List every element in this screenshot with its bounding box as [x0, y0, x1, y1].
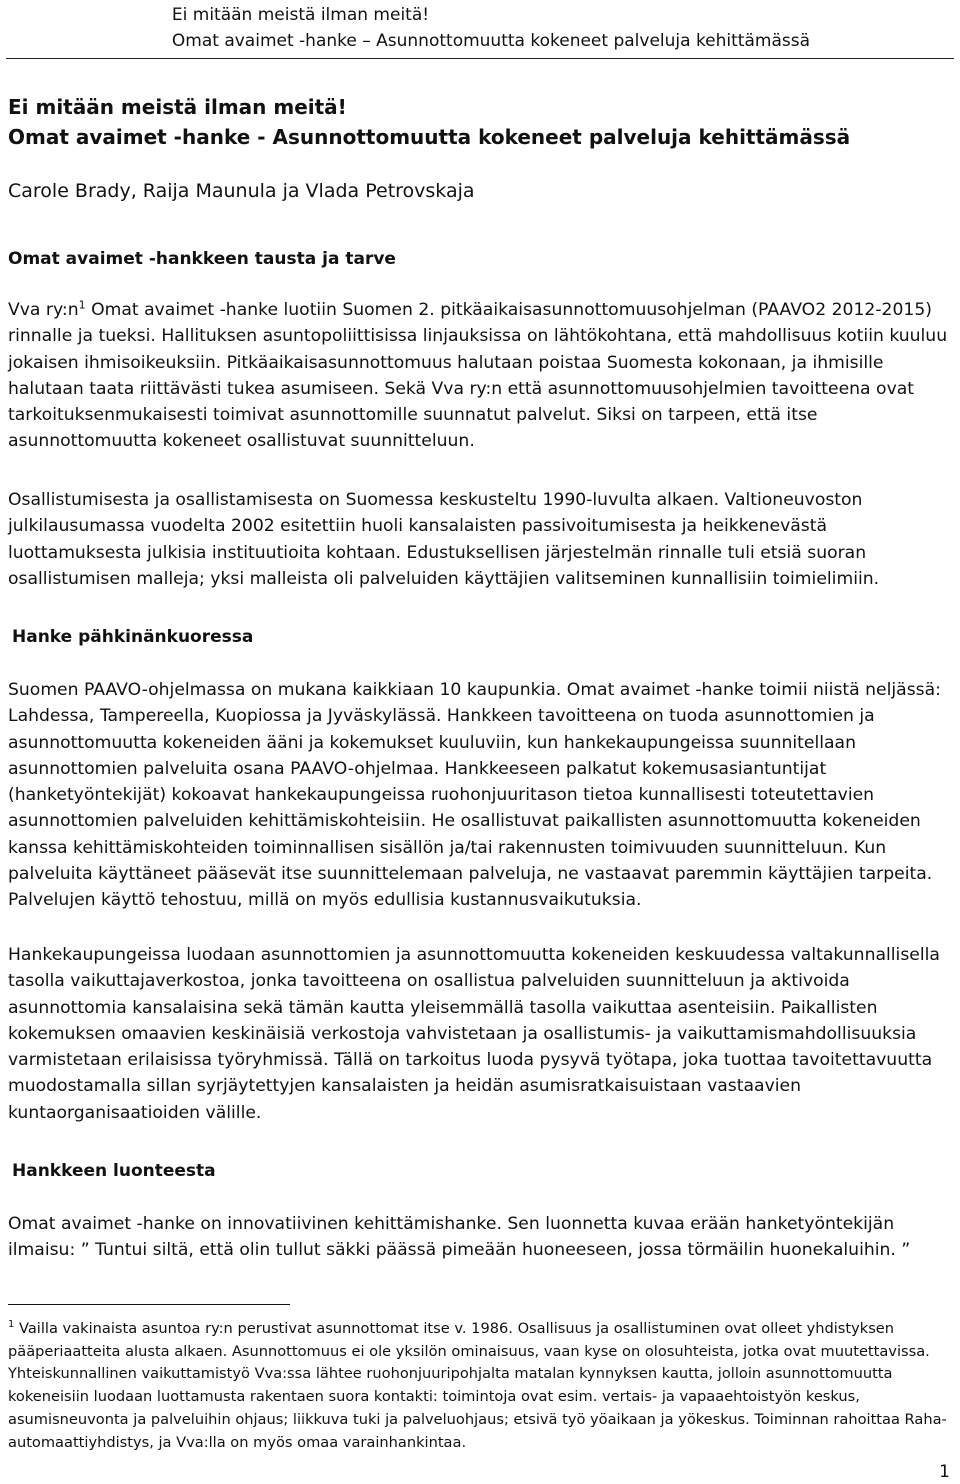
- footnote-text: Vailla vakinaista asuntoa ry:n perustivat asunnottomat itse v. 1986. Osallisuus ja osallistuminen ovat olleet yhdistyksen pääperiaatteita alusta alkaen. Asunnottomuus ei ole yksilön ominaisuus, vaan kyse on olosuhteista, jotka ovat muutettavissa. Yhteiskunnallinen vaikuttamistyö Vva:ssa lähtee ruohonjuuripohjalta matalan kynnyksen kautta, jolloin asunnottomuutta kokeneisiin luodaan luottamusta rakentaen suora kontakti: toimintoja ovat esim. vertais- ja vapaaehtoistyön keskus, asumisneuvonta ja palveluihin ohjaus; liikkuva tuki ja palveluohjaus; etsivä työ yöaikaan ja yökeskus. Toiminnan rahoittaa Raha-automaattiyhdistys, ja Vva:lla on myös omaa varainhankintaa.: [8, 1320, 947, 1451]
- paragraph-luonne-1: Omat avaimet -hanke on innovatiivinen kehittämishanke. Sen luonnetta kuvaa erään hanketyöntekijän ilmaisu: ” Tuntui siltä, että olin tullut säkki päässä pimeään huoneeseen, jossa törmäilin huonekaluihin. ”: [8, 1214, 911, 1261]
- section-heading-luonne: Hankkeen luonteesta: [12, 1161, 216, 1181]
- section-heading-tausta: Omat avaimet -hankkeen tausta ja tarve: [8, 249, 396, 269]
- footnote-divider: [8, 1304, 290, 1305]
- footnote-ref[interactable]: 1: [78, 298, 86, 312]
- footnote-marker: 1: [8, 1319, 15, 1331]
- footnote: [8, 1318, 950, 1454]
- paragraph-hanke-2: Hankekaupungeissa luodaan asunnottomien ja asunnottomuutta kokeneiden keskuudessa valtakunnallisella tasolla vaikuttajaverkostoa, jonka tavoitteena on osallistua palveluiden suunnitteluun ja aktivoida asunnottomia kansalaisina sekä tämän kautta yleisemmällä tasolla vaikuttaa asenteisiin. Paikallisten kokemuksen omaavien keskinäisiä verkostoja vahvistetaan ja osallistumis- ja vaikuttamismahdollisuuksia varmistetaan erilaisissa työryhmissä. Tällä on tarkoitus luoda pysyvä työtapa, joka tuottaa tavoitettavuutta muodostamalla sillan syrjäytettyjen kansalaisten ja heidän asumisratkaisuistaan vastaavien kuntaorganisaatioiden välille.: [8, 945, 940, 1123]
- title-line2: Omat avaimet -hanke - Asunnottomuutta kokeneet palveluja kehittämässä: [8, 125, 851, 149]
- header-divider: [6, 58, 954, 59]
- running-header: [172, 2, 810, 54]
- paragraph-tausta-1: [8, 297, 950, 455]
- authors: Carole Brady, Raija Maunula ja Vlada Petrovskaja: [8, 180, 475, 202]
- page-number: 1: [939, 1462, 950, 1482]
- document-title: [8, 92, 850, 152]
- section-heading-hanke: Hanke pähkinänkuoressa: [12, 627, 254, 647]
- title-line1: Ei mitään meistä ilman meitä!: [8, 95, 347, 119]
- paragraph-tausta-2: Osallistumisesta ja osallistamisesta on Suomessa keskusteltu 1990-luvulta alkaen. Valtioneuvoston julkilausumassa vuodelta 2002 esitettiin huoli kansalaisten passivoitumisesta ja heikkenevästä luottamuksesta julkisia instituutioita kohtaan. Edustuksellisen järjestelmän rinnalle tuli etsiä suoran osallistumisen malleja; yksi malleista oli palveluiden käyttäjien valitseminen kunnallisiin toimielimiin.: [8, 490, 880, 589]
- running-header-line2: Omat avaimet -hanke – Asunnottomuutta kokeneet palveluja kehittämässä: [171, 31, 810, 51]
- paragraph-text: Vva ry:n: [8, 300, 79, 320]
- running-header-line1: Ei mitään meistä ilman meitä!: [171, 5, 430, 25]
- paragraph-text: Omat avaimet -hanke luotiin Suomen 2. pitkäaikaisasunnottomuusohjelman (PAAVO2 2012-2015) rinnalle ja tueksi. Hallituksen asuntopoliittisissa linjauksissa on lähtökohtana, että mahdollisuus kotiin kuuluu jokaisen ihmisoikeuksiin. Pitkäaikaisasunnottomuus halutaan poistaa Suomesta kokonaan, ja ihmisille halutaan taata riittävästi tukea asumiseen. Sekä Vva ry:n että asunnottomuusohjelmien tavoitteena ovat tarkoituksenmukaisesti toimivat asunnottomille suunnatut palvelut. Siksi on tarpeen, että itse asunnottomuutta kokeneet osallistuvat suunnitteluun.: [8, 300, 948, 452]
- paragraph-hanke-1: Suomen PAAVO-ohjelmassa on mukana kaikkiaan 10 kaupunkia. Omat avaimet -hanke toimii niistä neljässä: Lahdessa, Tampereella, Kuopiossa ja Jyväskylässä. Hankkeen tavoitteena on tuoda asunnottomien ja asunnottomuutta kokeneiden ääni ja kokemukset kuuluviin, kun hankekaupungeissa suunnitellaan asunnottomien palveluita osana PAAVO-ohjelmaa. Hankkeeseen palkatut kokemusasiantuntijat (hanketyöntekijät) kokoavat hankekaupungeissa ruohonjuuritason tietoa kunnallisesti toteutettavien asunnottomien palveluiden kehittämiskohteisiin. He osallistuvat paikallisten asunnottomuutta kokeneiden kanssa kehittämiskohteiden toiminnallisen sisällön ja/tai rakennusten toimivuuden suunnitteluun. Kun palveluita käyttäneet pääsevät itse suunnittelemaan palveluja, ne vastaavat paremmin käyttäjien tarpeita. Palvelujen käyttö tehostuu, millä on myös edullisia kustannusvaikutuksia.: [8, 680, 941, 911]
